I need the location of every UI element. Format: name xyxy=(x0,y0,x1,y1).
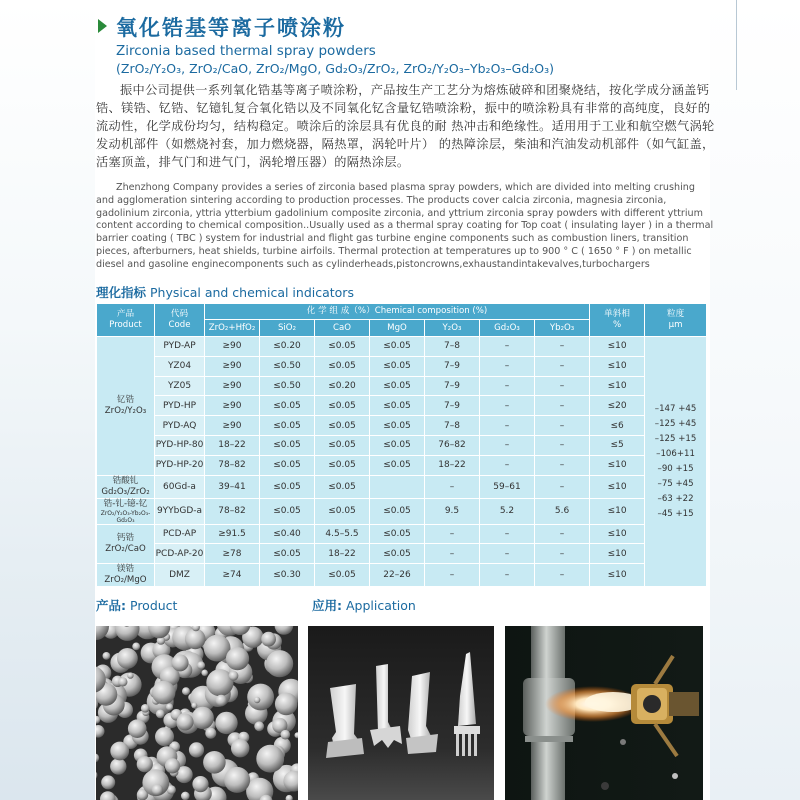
cell-mono: ≤10 xyxy=(590,498,645,524)
cell-sio2: ≤0.05 xyxy=(260,498,315,524)
cell-sio2: ≤0.05 xyxy=(260,396,315,416)
particle-size-range: –75 +45 xyxy=(657,478,694,489)
cell-cao: ≤0.05 xyxy=(315,564,370,587)
cell-y2o3: 7–9 xyxy=(425,376,480,396)
cell-gd2o3: – xyxy=(480,337,535,357)
cell-gd2o3: – xyxy=(480,356,535,376)
left-gradient-background xyxy=(0,0,95,800)
powder-sphere xyxy=(132,643,140,651)
cell-mgo: ≤0.05 xyxy=(370,544,425,564)
powder-sphere xyxy=(110,758,126,774)
table-row xyxy=(97,356,707,376)
cell-sio2: ≤0.05 xyxy=(260,455,315,475)
header-mgo: MgO xyxy=(370,320,425,337)
powder-sphere xyxy=(117,648,138,669)
cell-mgo: ≤0.05 xyxy=(370,455,425,475)
cell-yb2o3: – xyxy=(535,524,590,544)
powder-sphere xyxy=(103,652,111,660)
header-cao: CaO xyxy=(315,320,370,337)
cell-mono: ≤6 xyxy=(590,416,645,436)
cell-sio2: ≤0.05 xyxy=(260,475,315,498)
cell-zro2: 78–82 xyxy=(205,455,260,475)
table-row xyxy=(97,498,707,524)
powder-sphere xyxy=(128,719,147,738)
section-title-en: Physical and chemical indicators xyxy=(150,285,354,300)
table-row xyxy=(97,475,707,498)
cell-cao: ≤0.20 xyxy=(315,376,370,396)
cell-mgo: ≤0.05 xyxy=(370,356,425,376)
cell-cao: 4.5–5.5 xyxy=(315,524,370,544)
powder-sphere xyxy=(224,767,250,793)
product-group-cn: 锆-钆-镱-钇 xyxy=(103,498,148,509)
cell-zro2: ≥90 xyxy=(205,337,260,357)
cell-gd2o3: – xyxy=(480,435,535,455)
product-group-ca xyxy=(97,524,155,564)
product-code: PYD-HP-80 xyxy=(155,435,205,455)
powder-sphere xyxy=(281,730,291,740)
cell-zro2: ≥90 xyxy=(205,416,260,436)
powder-sphere xyxy=(247,684,274,711)
particle-size-range: –63 +22 xyxy=(657,493,694,504)
cell-mgo: ≤0.05 xyxy=(370,337,425,357)
powder-spheres-image xyxy=(96,626,298,800)
product-group-cn: 锆酸钆 xyxy=(112,475,139,486)
cell-zro2: 39–41 xyxy=(205,475,260,498)
table-row xyxy=(97,544,707,564)
cell-mono: ≤10 xyxy=(590,376,645,396)
page-title-cn xyxy=(98,12,346,42)
powder-sphere xyxy=(185,629,206,650)
powder-sphere xyxy=(165,758,180,773)
cell-sio2: ≤0.50 xyxy=(260,356,315,376)
cell-y2o3: – xyxy=(425,564,480,587)
cell-yb2o3: – xyxy=(535,455,590,475)
cell-yb2o3: – xyxy=(535,564,590,587)
powder-sphere xyxy=(152,681,176,705)
cell-yb2o3: – xyxy=(535,337,590,357)
cell-mgo: ≤0.05 xyxy=(370,416,425,436)
cell-gd2o3: 5.2 xyxy=(480,498,535,524)
powder-sphere xyxy=(137,756,153,772)
powder-sphere xyxy=(261,632,276,647)
title-cn-text: 氧化锆基等离子喷涂粉 xyxy=(116,16,346,40)
powder-sphere xyxy=(215,695,227,707)
cell-gd2o3: – xyxy=(480,416,535,436)
cell-zro2: ≥90 xyxy=(205,396,260,416)
powder-spheres-photo xyxy=(96,626,298,800)
cell-mono: ≤10 xyxy=(590,524,645,544)
cell-y2o3: 7–9 xyxy=(425,396,480,416)
powder-sphere xyxy=(110,742,129,761)
powder-sphere xyxy=(229,671,239,681)
particle-size-range: –45 +15 xyxy=(657,508,694,519)
cell-mgo: ≤0.05 xyxy=(370,435,425,455)
cell-zro2: ≥90 xyxy=(205,376,260,396)
header-particle-size: 粒度 μm xyxy=(645,304,707,337)
powder-sphere xyxy=(192,776,208,792)
header-y2o3: Y₂O₃ xyxy=(425,320,480,337)
cell-y2o3: 7–8 xyxy=(425,416,480,436)
header-chemical-composition: 化 学 组 成（%）Chemical composition (%) xyxy=(205,304,590,320)
powder-sphere xyxy=(101,775,115,789)
product-group-cn: 镁锆 xyxy=(116,564,135,575)
cell-gd2o3: – xyxy=(480,455,535,475)
header-sio2: SiO₂ xyxy=(260,320,315,337)
product-code: PCD-AP-20 xyxy=(155,544,205,564)
particle-size-range: –147 +45 xyxy=(654,403,697,414)
table-row xyxy=(97,396,707,416)
powder-sphere xyxy=(127,672,133,678)
cell-yb2o3: – xyxy=(535,416,590,436)
product-code: 9YYbGD-a xyxy=(155,498,205,524)
cell-cao: 18–22 xyxy=(315,544,370,564)
cell-mono: ≤10 xyxy=(590,455,645,475)
cell-zro2: 78–82 xyxy=(205,498,260,524)
plasma-spray-image xyxy=(505,626,703,800)
product-group-yyg xyxy=(97,498,155,524)
product-group-en: ZrO₂/MgO xyxy=(104,575,147,586)
cell-sio2: ≤0.05 xyxy=(260,435,315,455)
spec-table xyxy=(96,303,707,587)
product-group-gd xyxy=(97,475,155,498)
cell-y2o3: 7–9 xyxy=(425,356,480,376)
header-code: 代码 Code xyxy=(155,304,205,337)
cell-y2o3: – xyxy=(425,544,480,564)
cell-mgo: 22–26 xyxy=(370,564,425,587)
product-group-en: ZrO₂/Y₂O₃-Yb₂O₃-Gd₂O₃ xyxy=(100,509,151,524)
cell-sio2: ≤0.20 xyxy=(260,337,315,357)
powder-sphere xyxy=(201,670,208,677)
product-code: DMZ xyxy=(155,564,205,587)
header-product: 产品 Product xyxy=(97,304,155,337)
cell-sio2: ≤0.50 xyxy=(260,376,315,396)
cell-cao: ≤0.05 xyxy=(315,498,370,524)
cell-cao: ≤0.05 xyxy=(315,396,370,416)
plasma-spray-photo xyxy=(505,626,703,800)
turbine-blades-image xyxy=(308,626,494,800)
cell-mgo: ≤0.05 xyxy=(370,498,425,524)
powder-sphere xyxy=(197,661,205,669)
right-gradient-background xyxy=(710,0,800,800)
cell-cao: ≤0.05 xyxy=(315,435,370,455)
powder-sphere xyxy=(192,707,214,729)
description-en: Zhenzhong Company provides a series of zirconia based plasma spray powders, which are divided into melting crushing and agglomeration sintering according to production processes. The products cover calcia zirconia, magnesia zirconia, gadolinium zirconia, yttria ytterbium gadolinium composite zirconia, and yttrium zirconia spray powders with different yttrium content according to chemical composition..Usually used as a thermal spray coating for Top coat ( insulating layer ) in a thermal barrier coating ( TBC ) system for industrial and flight gas turbine engine components such as combustion liners, transition pieces, afterburners, heat shields, turbine airfoils. Thermal protection at temperatures up to 900 ° C ( 1650 ° F ) on metallic diesel and gasoline enginecomponents such as cylinderheads,pistoncrowns,exhaustandintakevalves,turbochargers xyxy=(96,182,714,270)
application-label: 应用: Application xyxy=(312,598,416,613)
cell-zro2: 18–22 xyxy=(205,435,260,455)
cell-mgo: ≤0.05 xyxy=(370,524,425,544)
product-code: YZ05 xyxy=(155,376,205,396)
cell-mono: ≤10 xyxy=(590,564,645,587)
cell-cao: ≤0.05 xyxy=(315,475,370,498)
powder-sphere xyxy=(156,710,165,719)
header-gd2o3: Gd₂O₃ xyxy=(480,320,535,337)
page-title-en: Zirconia based thermal spray powders xyxy=(116,43,376,59)
cell-sio2: ≤0.05 xyxy=(260,544,315,564)
powder-sphere xyxy=(141,704,150,713)
powder-sphere xyxy=(191,703,197,709)
cell-zro2: ≥74 xyxy=(205,564,260,587)
powder-sphere xyxy=(215,712,237,734)
product-group-yz xyxy=(97,337,155,476)
cell-y2o3: 9.5 xyxy=(425,498,480,524)
cell-cao: ≤0.05 xyxy=(315,416,370,436)
cell-cao: ≤0.05 xyxy=(315,455,370,475)
particle-size-range: –125 +15 xyxy=(654,433,697,444)
cell-gd2o3: – xyxy=(480,544,535,564)
powder-sphere xyxy=(166,703,173,710)
page-title-formula: (ZrO₂/Y₂O₃, ZrO₂/CaO, ZrO₂/MgO, Gd₂O₃/ZrO₂, ZrO₂/Y₂O₃–Yb₂O₃–Gd₂O₃) xyxy=(116,61,555,76)
cell-zro2: ≥90 xyxy=(205,356,260,376)
powder-sphere xyxy=(205,728,216,739)
powder-sphere xyxy=(256,745,284,773)
powder-sphere xyxy=(203,751,226,774)
powder-sphere xyxy=(182,687,190,695)
cell-yb2o3: 5.6 xyxy=(535,498,590,524)
header-monoclinic: 单斜相 % xyxy=(590,304,645,337)
product-group-cn: 钇锆 xyxy=(116,394,135,405)
product-group-en: ZrO₂/CaO xyxy=(105,543,146,554)
cell-cao: ≤0.05 xyxy=(315,337,370,357)
powder-sphere xyxy=(275,693,298,716)
product-group-mg xyxy=(97,564,155,587)
page-edge-line xyxy=(736,0,737,90)
description-cn: 振中公司提供一系列氧化锆基等离子喷涂粉，产品按生产工艺分为熔炼破碎和团聚烧结，按化学成分涵盖钙锆、镁锆、钇锆、钇镱钆复合氧化锆以及不同氧化钇含量钇锆喷涂粉，振中的喷涂粉具有非常的高纯度，良好的流动性，化学成份均匀，结构稳定。喷涂后的涂层具有优良的耐 热冲击和绝缘性。适用用于工业和航空燃气涡轮发动机部件（如燃烧衬套，加力燃烧器，隔热罩，涡轮叶片） 的热障涂层，柴油和汽油发动机部件（如气缸盖，活塞顶盖，排气门和进气门，涡轮增压器）的隔热涂层。 xyxy=(96,83,715,169)
product-code: PYD-HP xyxy=(155,396,205,416)
table-row xyxy=(97,435,707,455)
cell-y2o3: – xyxy=(425,475,480,498)
section-title xyxy=(96,283,354,301)
header-zro2: ZrO₂+HfO₂ xyxy=(205,320,260,337)
product-code: PYD-AQ xyxy=(155,416,205,436)
powder-sphere xyxy=(181,792,190,800)
table-row xyxy=(97,524,707,544)
cell-mono: ≤10 xyxy=(590,337,645,357)
cell-zro2: ≥78 xyxy=(205,544,260,564)
product-code: PYD-HP-20 xyxy=(155,455,205,475)
cell-y2o3: – xyxy=(425,524,480,544)
product-label: 产品: Product xyxy=(96,598,178,613)
cell-cao: ≤0.05 xyxy=(315,356,370,376)
powder-sphere xyxy=(189,742,204,757)
cell-mgo xyxy=(370,475,425,498)
powder-sphere xyxy=(266,650,293,677)
powder-sphere xyxy=(155,727,174,746)
powder-sphere xyxy=(231,739,249,757)
cell-gd2o3: 59–61 xyxy=(480,475,535,498)
product-code: PYD-AP xyxy=(155,337,205,357)
table-row xyxy=(97,376,707,396)
cell-yb2o3: – xyxy=(535,435,590,455)
product-group-cn: 钙锆 xyxy=(116,532,135,543)
cell-mono: ≤5 xyxy=(590,435,645,455)
product-code: PCD-AP xyxy=(155,524,205,544)
product-code: YZ04 xyxy=(155,356,205,376)
cell-y2o3: 76–82 xyxy=(425,435,480,455)
cell-yb2o3: – xyxy=(535,544,590,564)
particle-size-range: –125 +45 xyxy=(654,418,697,429)
section-title-cn: 理化指标 xyxy=(96,285,147,300)
product-group-en: Gd₂O₃/ZrO₂ xyxy=(101,486,150,497)
cell-yb2o3: – xyxy=(535,475,590,498)
title-arrow-icon xyxy=(98,19,107,33)
cell-mono: ≤20 xyxy=(590,396,645,416)
table-row xyxy=(97,337,707,357)
particle-size-ranges xyxy=(645,337,707,587)
powder-sphere xyxy=(177,714,194,731)
header-yb2o3: Yb₂O₃ xyxy=(535,320,590,337)
powder-sphere xyxy=(152,784,163,795)
cell-gd2o3: – xyxy=(480,396,535,416)
cell-yb2o3: – xyxy=(535,356,590,376)
cell-y2o3: 7–8 xyxy=(425,337,480,357)
powder-sphere xyxy=(254,721,264,731)
cell-mono: ≤10 xyxy=(590,356,645,376)
cell-y2o3: 18–22 xyxy=(425,455,480,475)
cell-gd2o3: – xyxy=(480,524,535,544)
table-row xyxy=(97,564,707,587)
powder-sphere xyxy=(254,697,260,703)
powder-sphere xyxy=(172,654,189,671)
cell-gd2o3: – xyxy=(480,564,535,587)
cell-yb2o3: – xyxy=(535,376,590,396)
particle-size-range: –90 +15 xyxy=(657,463,694,474)
cell-yb2o3: – xyxy=(535,396,590,416)
cell-mono: ≤10 xyxy=(590,544,645,564)
cell-gd2o3: – xyxy=(480,376,535,396)
powder-sphere xyxy=(226,647,249,670)
cell-sio2: ≤0.30 xyxy=(260,564,315,587)
cell-mgo: ≤0.05 xyxy=(370,376,425,396)
powder-sphere xyxy=(118,677,127,686)
turbine-blades-photo xyxy=(308,626,494,800)
table-row xyxy=(97,455,707,475)
table-row xyxy=(97,416,707,436)
product-code: 60Gd-a xyxy=(155,475,205,498)
cell-mgo: ≤0.05 xyxy=(370,396,425,416)
cell-mono: ≤10 xyxy=(590,475,645,498)
cell-sio2: ≤0.05 xyxy=(260,416,315,436)
product-group-en: ZrO₂/Y₂O₃ xyxy=(104,405,147,416)
cell-sio2: ≤0.40 xyxy=(260,524,315,544)
particle-size-range: –106+11 xyxy=(656,448,695,459)
cell-zro2: ≥91.5 xyxy=(205,524,260,544)
